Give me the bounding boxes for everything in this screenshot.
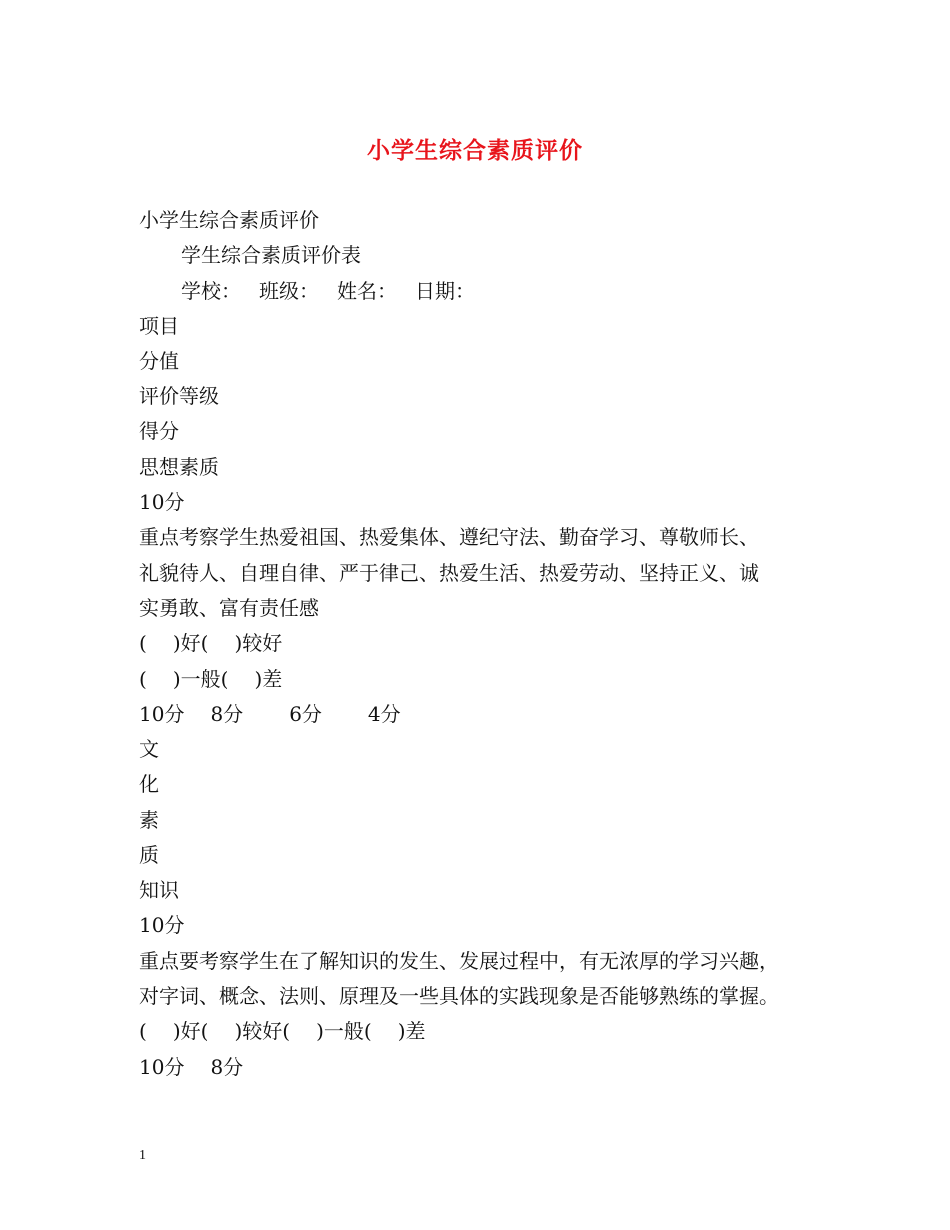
section2-grade-options: ( )好( )较好( )一般( )差: [139, 1019, 426, 1043]
column-header-item: 项目: [139, 314, 179, 338]
section2-category-char: 质: [139, 843, 159, 867]
section1-score: 10分: [139, 490, 185, 514]
section2-category-char: 素: [139, 808, 159, 832]
section2-category-char: 化: [139, 772, 159, 796]
info-fields: [181, 278, 475, 304]
section2-desc-line: 对字词、概念、法则、原理及一些具体的实践现象是否能够熟练的掌握。: [139, 984, 779, 1008]
heading: 小学生综合素质评价: [139, 208, 319, 232]
section1-desc-line: 实勇敢、富有责任感: [139, 596, 319, 620]
name-label: 姓名：: [337, 279, 397, 303]
section1-grade-options: ( )一般( )差: [139, 667, 283, 691]
section1-grade-scores: 10分 8分 6分 4分: [139, 702, 401, 726]
page-number: 1: [139, 1148, 146, 1163]
school-label: 学校：: [181, 279, 241, 303]
date-label: 日期：: [415, 279, 475, 303]
column-header-score: 分值: [139, 349, 179, 373]
section2-score: 10分: [139, 913, 185, 937]
column-header-grade: 评价等级: [139, 384, 219, 408]
section1-name: 思想素质: [139, 455, 219, 479]
column-header-points: 得分: [139, 419, 179, 443]
section2-grade-scores: 10分 8分: [139, 1055, 244, 1079]
table-title: 学生综合素质评价表: [181, 243, 361, 267]
document-title: 小学生综合素质评价: [367, 137, 583, 164]
section1-desc-line: 礼貌待人、自理自律、严于律己、热爱生活、热爱劳动、坚持正义、诚: [139, 561, 759, 585]
section1-desc-line: 重点考察学生热爱祖国、热爱集体、遵纪守法、勤奋学习、尊敬师长、: [139, 525, 759, 549]
section2-category-char: 文: [139, 737, 159, 761]
section2-desc-line: 重点要考察学生在了解知识的发生、发展过程中，有无浓厚的学习兴趣，: [139, 949, 779, 973]
section1-grade-options: ( )好( )较好: [139, 631, 283, 655]
class-label: 班级：: [259, 279, 319, 303]
section2-name: 知识: [139, 878, 179, 902]
